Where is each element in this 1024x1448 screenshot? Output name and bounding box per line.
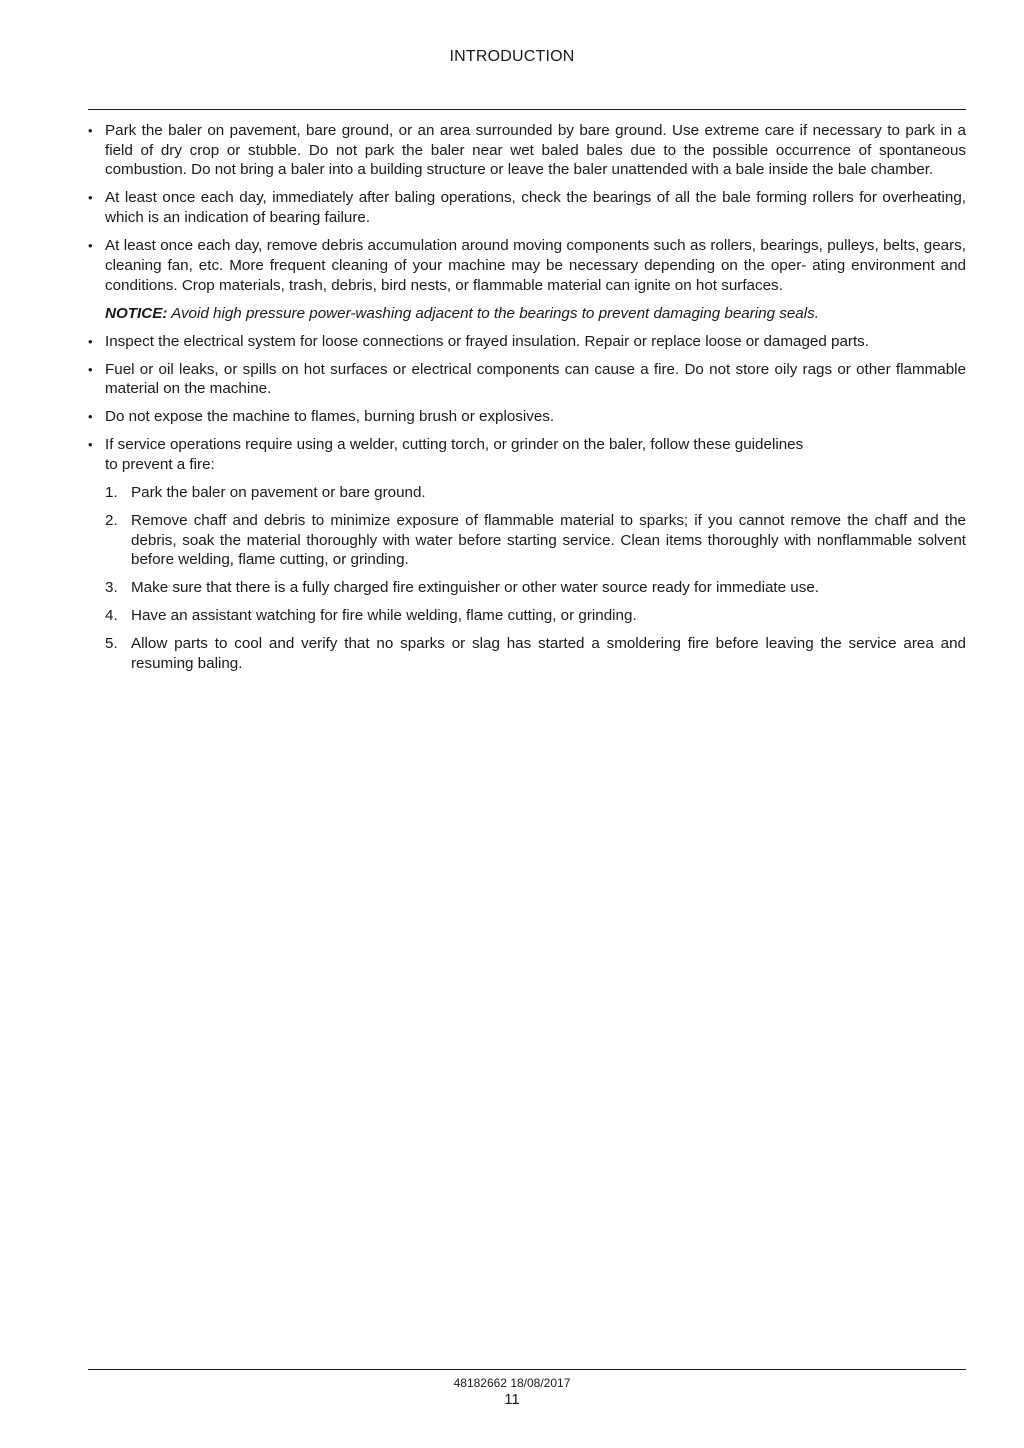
bullet-dot: • [88,409,93,425]
step-text: Park the baler on pavement or bare ground. [131,483,426,501]
bullet-check-bearings [88,188,966,227]
bullet-dot: • [88,123,93,138]
bullet-text: Do not expose the machine to flames, burning brush or explosives. [105,408,555,426]
step-2 [88,511,966,570]
step-number: 5. [105,635,118,653]
bullet-text: Inspect the electrical system for loose connections or frayed insulation. Repair or replace loose or damaged parts. [105,332,869,350]
notice-label: NOTICE: [105,304,168,322]
bullet-text-line1: If service operations require using a welder, cutting torch, or grinder on the baler, follow these guidelines [105,436,804,454]
safety-content [88,121,966,682]
bullet-park-baler [88,121,966,180]
step-text: Make sure that there is a fully charged fire extinguisher or other water source ready for immediate use. [131,579,819,597]
step-4 [88,606,966,626]
step-number: 2. [105,511,118,529]
bullet-text: At least once each day, remove debris accumulation around moving components such as rollers, bearings, pulleys, belts, gears, cleaning fan, etc. More frequent cleaning of your machine may be necessary depending on the oper- ating environment and conditions. Crop materials, trash, debris, bird nests, or flammable material can ignite on hot surfaces. [105,237,966,294]
step-text: Have an assistant watching for fire while welding, flame cutting, or grinding. [131,607,637,625]
bullet-dot: • [88,437,93,453]
bullet-text-line2: to prevent a fire: [105,455,215,473]
step-text: Remove chaff and debris to minimize exposure of flammable material to sparks; if you cannot remove the chaff and the debris, soak the material thoroughly with water before starting service. Clean items thoroughly with nonflammable solvent before welding, flame cutting, or grinding. [131,511,966,569]
step-number: 3. [105,579,118,597]
bullet-text: Park the baler on pavement, bare ground, or an area surrounded by bare ground. Use extreme care if necessary to park in a field of dry crop or stubble. Do not park the baler near wet baled bales due to the possible occurrence of spontaneous combustion. Do not bring a baler into a building structure or leave the baler unattended with a bale inside the bale chamber. [105,122,966,179]
step-number: 4. [105,607,118,625]
bullet-dot: • [88,190,93,206]
bullet-text: At least once each day, immediately after baling operations, check the bearings of all the bale forming rollers for overheating, which is an indication of bearing failure. [105,189,966,227]
bullet-dot: • [88,238,93,254]
header-divider [88,109,966,110]
bullet-fuel-oil-leaks [88,360,966,399]
bullet-welding-guidelines [88,435,966,474]
step-text: Allow parts to cool and verify that no sparks or slag has started a smoldering fire before leaving the service area and resuming baling. [131,635,966,673]
step-1 [88,483,966,503]
footer-page-number: 11 [504,1391,520,1408]
bullet-flames [88,407,966,427]
bullet-text: Fuel or oil leaks, or spills on hot surfaces or electrical components can cause a fire. Do not store oily rags or other flammable material on the machine. [105,360,966,398]
bullet-remove-debris [88,236,966,295]
footer-doc-reference: 48182662 18/08/2017 [453,1376,571,1390]
page-header-title: INTRODUCTION [449,48,575,65]
footer-divider [88,1369,966,1370]
bullet-dot: • [88,333,93,349]
bullet-dot: • [88,361,93,377]
step-number: 1. [105,483,118,501]
step-5 [88,634,966,673]
bullet-electrical-system [88,332,966,352]
notice-text: Avoid high pressure power-washing adjacent to the bearings to prevent damaging bearing seals. [171,304,819,322]
step-3 [88,578,966,598]
notice-power-washing [88,304,966,324]
